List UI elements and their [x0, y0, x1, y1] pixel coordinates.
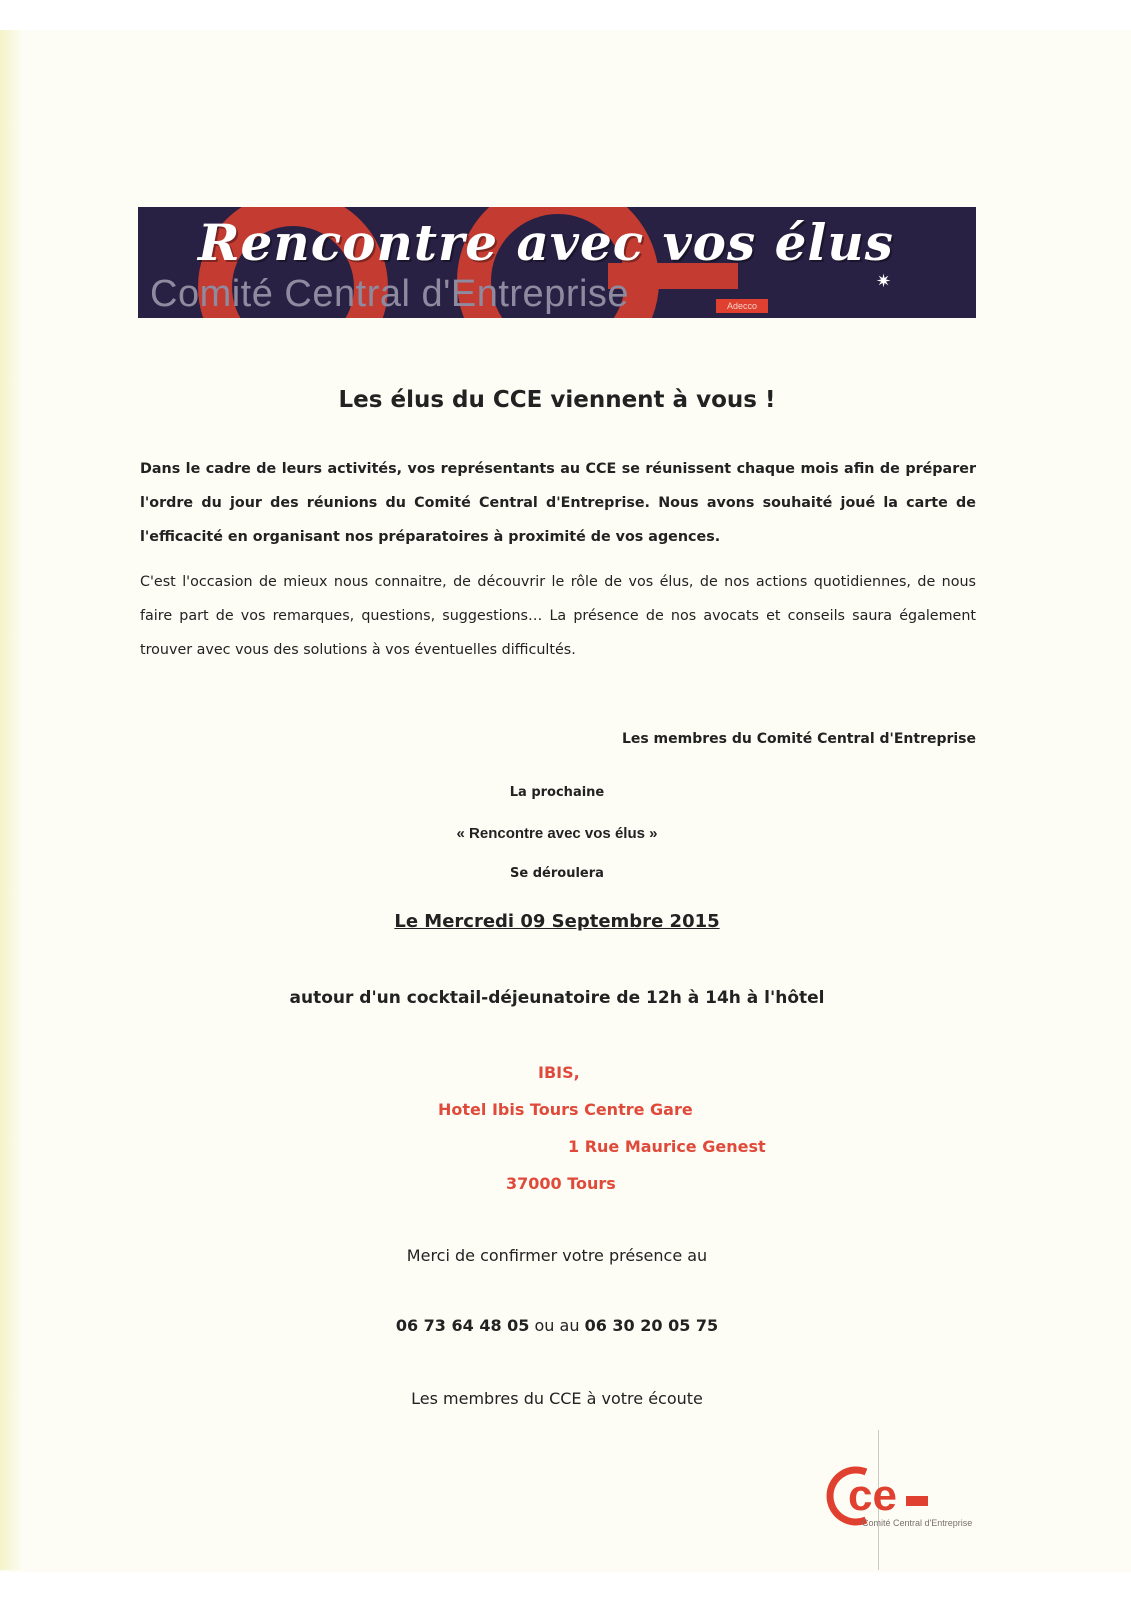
event-details: autour d'un cocktail-déjeunatoire de 12h à 14h à l'hôtel	[289, 988, 825, 1008]
phone-separator: ou au	[529, 1316, 585, 1335]
logo-ce-text: ce	[848, 1471, 897, 1520]
confirm-text: Merci de confirmer votre présence au	[406, 1246, 708, 1265]
phone-numbers	[138, 1316, 976, 1335]
scan-left-edge	[0, 30, 24, 1570]
closing-line: Les membres du CCE à votre écoute	[411, 1389, 703, 1408]
venue-hotel: Hotel Ibis Tours Centre Gare	[438, 1100, 693, 1119]
body-paragraph: C'est l'occasion de mieux nous connaitre, de découvrir le rôle de vos élus, de nos actions quotidiennes, de nous faire part de vos remarques, questions, suggestions… La présence de nos avocats et conseils saura également trouver avec vous des solutions à vos éventuelles difficultés.	[140, 574, 976, 658]
logo-caption: Comité Central d'Entreprise	[862, 1518, 973, 1528]
scan-bottom-margin	[0, 1572, 1131, 1600]
venue-street: 1 Rue Maurice Genest	[568, 1137, 766, 1156]
banner-subtitle: Comité Central d'Entreprise	[150, 273, 630, 315]
venue-name: IBIS,	[538, 1063, 580, 1082]
header-banner	[138, 207, 976, 318]
page-headline: Les élus du CCE viennent à vous !	[338, 387, 776, 413]
phone-number-1: 06 73 64 48 05	[395, 1316, 530, 1335]
sparkle-icon: ✷	[876, 271, 892, 291]
phone-number-2: 06 30 20 05 75	[584, 1316, 719, 1335]
event-date: Le Mercredi 09 Septembre 2015	[394, 911, 720, 932]
intro-paragraph: Dans le cadre de leurs activités, vos représentants au CCE se réunissent chaque mois afin de préparer l'ordre du jour des réunions du Comité Central d'Entreprise. Nous avons souhaité joué la carte de l'efficacité en organisant nos préparatoires à proximité de vos agences.	[140, 461, 976, 545]
announcement-deroulera: Se déroulera	[510, 866, 604, 881]
announcement-event-name: « Rencontre avec vos élus »	[456, 825, 658, 842]
announcement-prochaine: La prochaine	[509, 785, 605, 800]
signature-line: Les membres du Comité Central d'Entreprise	[621, 731, 976, 747]
scan-top-margin	[0, 0, 1131, 30]
venue-city: 37000 Tours	[506, 1174, 616, 1193]
banner-brand-tag: Adecco	[716, 299, 768, 313]
banner-title: Rencontre avec vos élus	[198, 213, 894, 272]
